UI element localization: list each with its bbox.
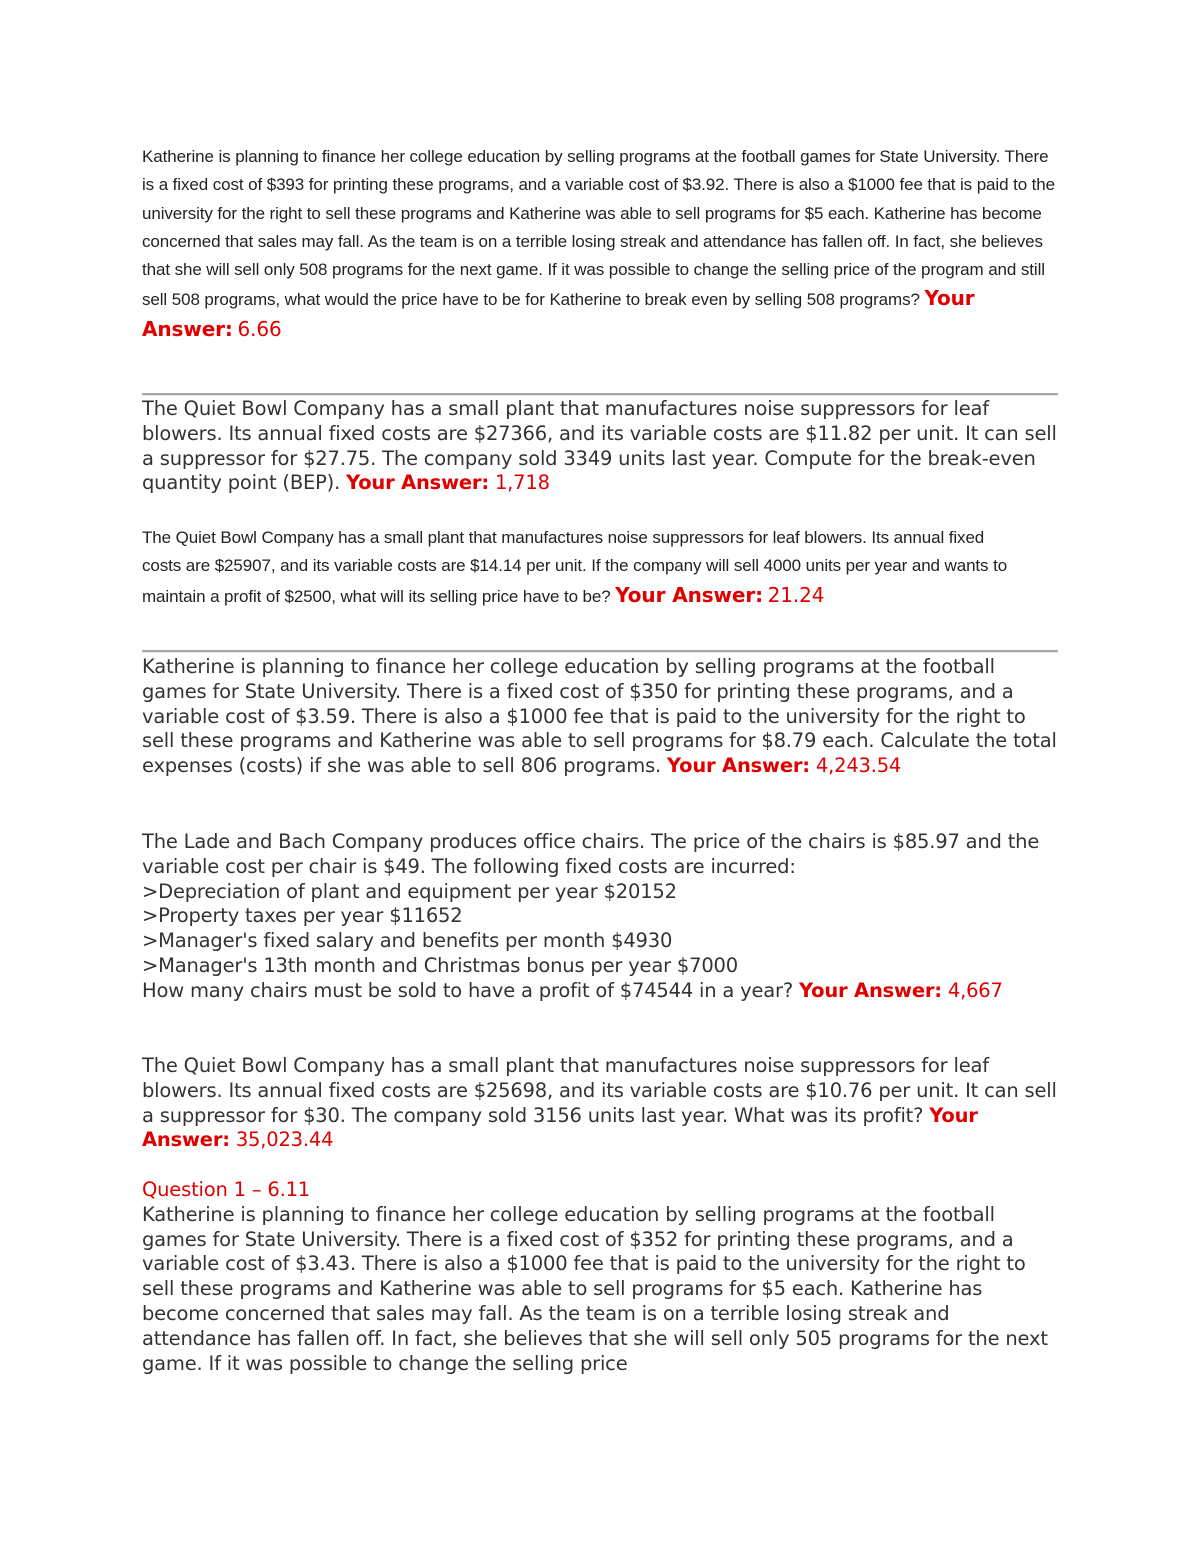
question-bep-quantity [142,397,1062,496]
fixed-cost-item: >Manager's 13th month and Christmas bonus per year $7000 [142,953,738,977]
question-text: Katherine is planning to finance her college education by selling programs at the football games for State University. There is a fixed cost of $352 for printing these programs, and a variable cost of $3.43. There is also a $1000 fee that is paid to the university for the right to sell these programs and Katherine was able to sell programs for $5 each. Katherine has become concerned that sales may fall. As the team is on a terrible losing streak and attendance has fallen off. In fact, she believes that she will sell only 505 programs for the next game. If it was possible to change the selling price [142,1202,1048,1375]
question-total-expenses [142,655,1062,779]
question-text: The Quiet Bowl Company has a small plant that manufactures noise suppressors for leaf blowers. Its annual fixed costs are $27366, and its variable costs are $11.82 per unit. It can sell a suppressor for $27.75. The company sold 3349 units last year. Compute for the break-even quantity point (BEP). [142,397,1057,495]
question-text: Katherine is planning to finance her college education by selling programs at the football games for State University. There is a fixed cost of $350 for printing these programs, and a variable cost of $3.59. There is also a $1000 fee that is paid to the university for the right to sell these programs and Katherine was able to sell programs for $8.79 each. Calculate the total expenses (costs) if she was able to sell 806 programs. [142,655,1057,778]
question-break-even-price-508 [142,143,1062,345]
question-text: The Lade and Bach Company produces office chairs. The price of the chairs is $85.97 and the variable cost per chair is $49. The following fixed costs are incurred: [142,830,1040,878]
fixed-cost-item: >Depreciation of plant and equipment per year $20152 [142,879,677,903]
horizontal-divider [142,393,1058,396]
answer-label: Your Answer: [142,286,975,341]
answer-label: Your Answer: [799,978,942,1002]
fixed-cost-item: >Manager's fixed salary and benefits per month $4930 [142,929,673,953]
horizontal-divider [142,650,1058,653]
answer-label: Your Answer: [667,754,810,778]
question-chairs-profit [142,830,1062,1004]
question-heading: Question 1 – 6.11 [142,1178,310,1201]
answer-value: 6.66 [237,316,282,341]
answer-value: 1,718 [494,471,550,495]
answer-value: 21.24 [767,582,825,607]
question-profit [142,1054,1062,1153]
question-prompt: How many chairs must be sold to have a profit of $74544 in a year? [142,978,794,1002]
fixed-cost-item: >Property taxes per year $11652 [142,904,463,928]
question-text: The Quiet Bowl Company has a small plant that manufactures noise suppressors for leaf blowers. Its annual fixed costs are $25907, and its variable costs are $14.14 per unit. If the company will sell 4000 units per year and wants to maintain a profit of $2500, what will its selling price have to be? [142,528,1008,606]
question-1-block [142,1178,1062,1384]
answer-label: Your Answer: [615,582,764,607]
question-text: Katherine is planning to finance her college education by selling programs at the football games for State University. There is a fixed cost of $393 for printing these programs, and a variable cost of $3.92. There is also a $1000 fee that is paid to the university for the right to sell these programs and Katherine was able to sell programs for $5 each. Katherine has become concerned that sales may fall. As the team is on a terrible losing streak and attendance has fallen off. In fact, she believes that she will sell only 508 programs for the next game. If it was possible to change the selling price of the program and still sell 508 programs, what would the price have to be for Katherine to break even by selling 508 programs? [142,147,1056,310]
question-selling-price-profit [142,524,1022,611]
answer-value: 35,023.44 [235,1128,334,1152]
answer-label: Your Answer: [142,1103,978,1152]
answer-label: Your Answer: [346,471,489,495]
question-text: The Quiet Bowl Company has a small plant that manufactures noise suppressors for leaf blowers. Its annual fixed costs are $25698, and its variable costs are $10.76 per unit. It can sell a suppressor for $30. The company sold 3156 units last year. What was its profit? [142,1054,1057,1127]
answer-value: 4,667 [947,978,1003,1002]
answer-value: 4,243.54 [815,754,902,778]
